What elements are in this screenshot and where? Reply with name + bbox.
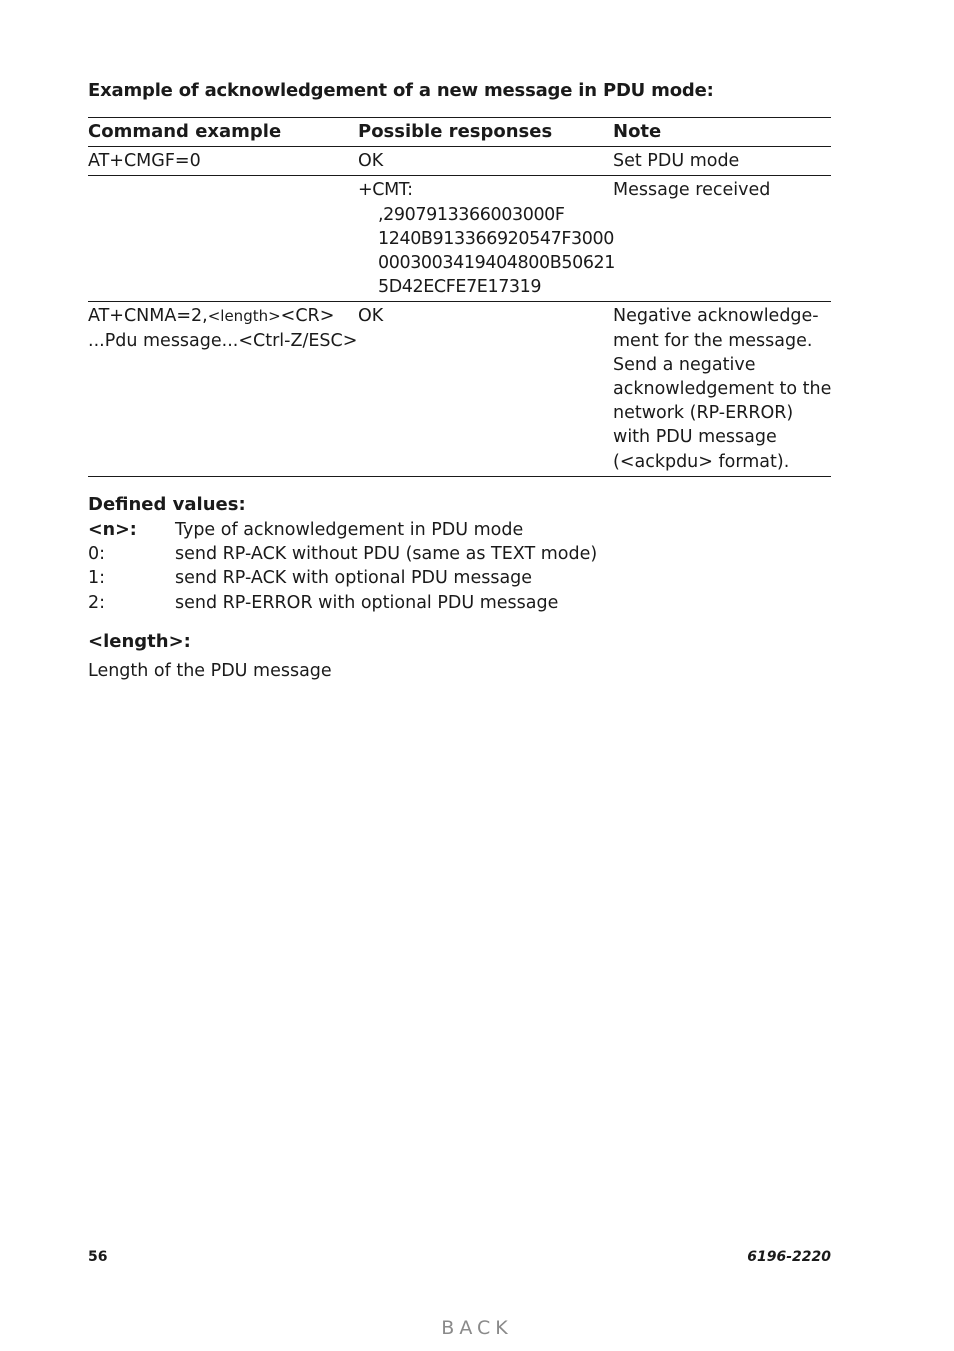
definition-key: <n>: (88, 520, 137, 540)
command-cell (88, 302, 358, 476)
page-footer (88, 1249, 831, 1265)
definition-key: 1: (88, 568, 106, 589)
response-line: 5D42ECFE7E17319 (378, 277, 542, 298)
definition-key: 2: (88, 592, 106, 613)
note-cell: Set PDU mode (613, 147, 831, 176)
header-note: Note (613, 118, 831, 147)
back-link[interactable]: BACK (441, 1317, 513, 1339)
length-description: Length of the PDU message (88, 660, 332, 681)
response-cell: OK (358, 147, 613, 176)
response-line: ,2907913366003000F (378, 204, 565, 225)
header-command: Command example (88, 118, 358, 147)
defined-values-section (88, 492, 831, 684)
note-cell (613, 302, 831, 476)
definition-value: send RP-ACK without PDU (same as TEXT mode) (175, 544, 598, 565)
note-line: ment for the message. (613, 330, 813, 351)
note-line: with PDU message (613, 427, 777, 448)
response-cell: OK (358, 302, 613, 476)
command-suffix: <CR> (280, 306, 335, 327)
definition-row (88, 518, 831, 542)
command-line: ...Pdu message...<Ctrl-Z/ESC> (88, 330, 358, 351)
response-line: +CMT: (358, 180, 413, 201)
note-line: Negative acknowledge- (613, 306, 819, 327)
response-line: 0003003419404800B50621 (378, 253, 616, 274)
definition-row (88, 566, 831, 590)
note-cell: Message received (613, 176, 831, 302)
response-line: 1240B913366920547F3000 (378, 228, 614, 249)
definition-value: send RP-ACK with optional PDU message (175, 568, 533, 589)
header-responses: Possible responses (358, 118, 613, 147)
page-number: 56 (88, 1249, 108, 1265)
table-row (88, 176, 831, 302)
response-cell (358, 176, 616, 302)
definition-row (88, 542, 831, 566)
defined-values-title: Defined values: (88, 494, 246, 515)
note-line: (<ackpdu> format). (613, 451, 790, 472)
definition-value: send RP-ERROR with optional PDU message (175, 592, 559, 613)
document-number: 6196-2220 (747, 1249, 831, 1265)
command-table (88, 117, 831, 477)
length-title: <length>: (88, 630, 191, 652)
document-page (88, 0, 831, 1351)
definition-key: 0: (88, 544, 106, 565)
section-heading: Example of acknowledgement of a new message in PDU mode: (88, 80, 714, 101)
table-row (88, 302, 831, 476)
command-line (88, 304, 358, 328)
definition-value: Type of acknowledgement in PDU mode (175, 520, 524, 540)
command-prefix: AT+CNMA=2, (88, 306, 208, 327)
note-line: Send a negative (613, 354, 756, 375)
command-param: <length> (207, 307, 281, 326)
definition-row (88, 591, 831, 615)
note-line: network (RP-ERROR) (613, 403, 794, 424)
note-line: acknowledgement to the (613, 379, 832, 400)
table-header-row (88, 118, 831, 147)
command-cell: AT+CMGF=0 (88, 147, 358, 176)
table-row (88, 147, 831, 176)
command-cell (88, 176, 358, 302)
